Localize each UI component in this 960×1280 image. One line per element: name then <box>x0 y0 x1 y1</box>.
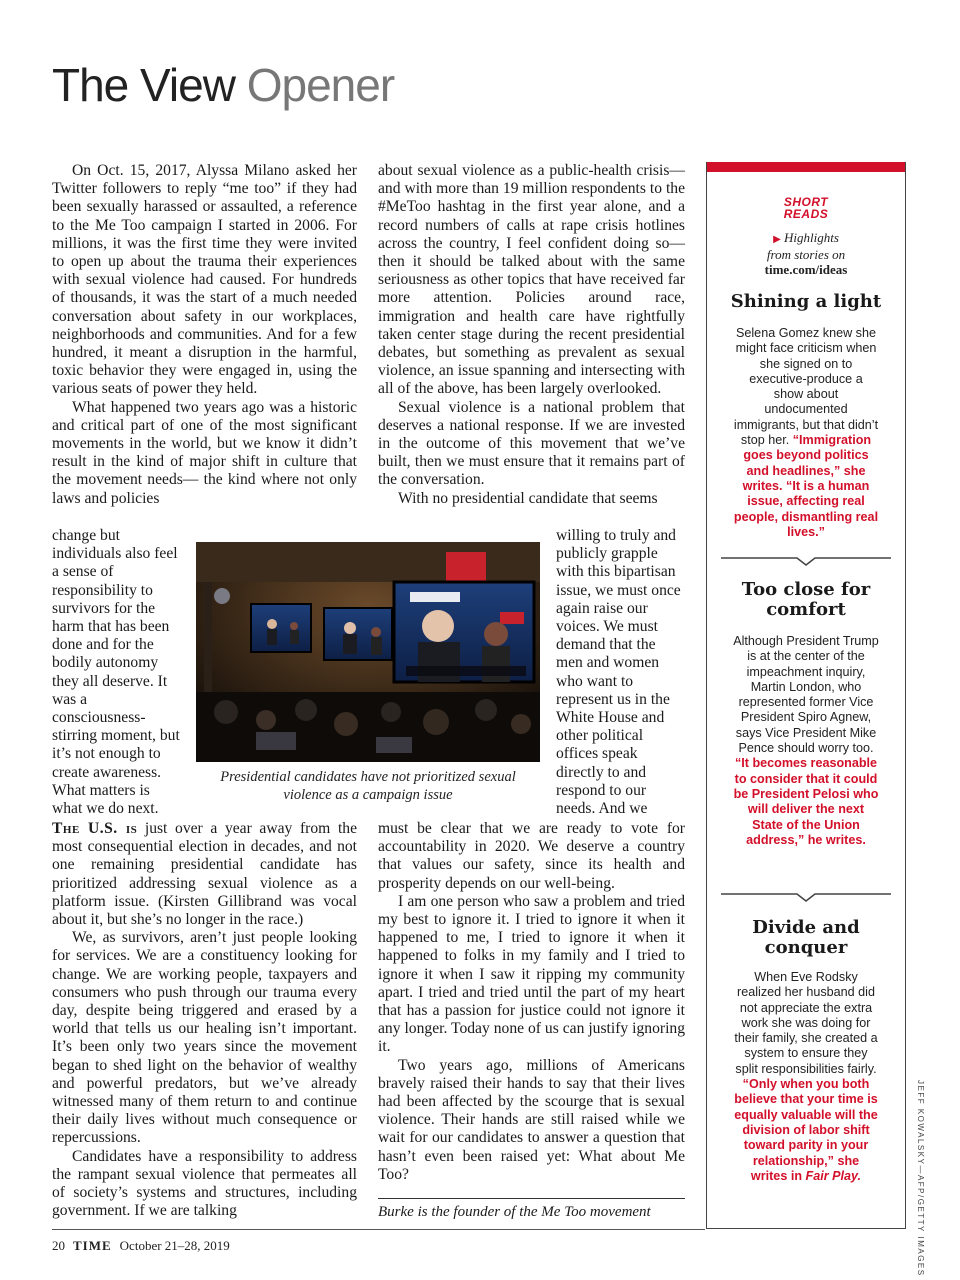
short-reads-title <box>707 196 905 220</box>
author-bio: Burke is the founder of the Me Too movement <box>378 1204 651 1220</box>
paragraph: With no presidential candidate that seems <box>398 489 658 507</box>
page-number: 20 <box>52 1238 65 1253</box>
sidebar-item-3-title: Divide and conquer <box>752 917 860 958</box>
article-column-2-bottom <box>378 820 685 1184</box>
debate-photo-illustration <box>196 542 540 762</box>
paragraph: What happened two years ago was a historic and critical part of one of the most significant movements in the world, but we know it didn’t result in the kind of major shift in culture that the movement needs— the kind where not only laws and policies <box>52 398 357 507</box>
sidebar-item-3-head <box>707 918 905 958</box>
footer-rule <box>52 1229 705 1230</box>
paragraph: Two years ago, millions of Americans bravely raised their hands to say that their lives had been affected by the scourge that is sexual violence. Their hands are still raised while we wait for our candidates to answer a question that hasn’t even been raised yet: What about Me Too? <box>378 1056 685 1183</box>
section-title-sub: Opener <box>246 59 395 111</box>
sidebar-item-3-body <box>733 970 879 1184</box>
magazine-name: TIME <box>73 1238 112 1253</box>
photo-caption: Presidential candidates have not prioritized sexual violence as a campaign issue <box>220 769 516 803</box>
paragraph: about sexual violence as a public-health crisis—and with more than 19 million respondents to the #MeToo hashtag in the first year alone, and a record numbers of calls at rape crisis hotlines across the country, I feel confident doing so—then it should be talked about with the same seriousness as other topics that have received far more attention. Policies around race, immigration and health care have rightfully taken center stage during the recent presidential debates, but something as prevalent as sexual violence, an issue spanning and intersecting with all of the above, has been largely overlooked. <box>378 162 685 398</box>
lead-in: The U.S. is <box>52 820 138 837</box>
sidebar-item-2-head <box>707 580 905 620</box>
paragraph: We, as survivors, aren’t just people looking for services. We are a constituency looking for change. We are working people, taxpayers and consumers who push through our trauma every day, despite being triggered and erased by a world that tells us our healing isn’t important. It’s been only two years since the movement began to shed light on the behavior of wealthy and powerful predators, but we’ve already witnessed many of them return to and continue their daily lives without much consequence or repercussions. <box>52 929 357 1147</box>
sidebar-item-2-text: Although President Trump is at the center of the impeachment inquiry, Martin London, who represented former Vice President Spiro Agnew, says Vice President Mike Pence should worry too. <box>733 634 879 756</box>
short-reads-subtitle <box>707 230 905 277</box>
triangle-icon: ▶ <box>773 234 781 245</box>
sidebar-item-2-body <box>733 634 879 848</box>
sidebar-item-1-quote: “Immigration goes beyond politics and headlines,” she writes. “It is a human issue, affecting real people, dismantling real lives.” <box>733 433 879 539</box>
sidebar-item-3-quote: “Only when you both believe that your time is equally valuable will the division of labor shift toward parity in your relationship,” she writes in <box>734 1077 878 1183</box>
paragraph: On Oct. 15, 2017, Alyssa Milano asked her Twitter followers to reply “me too” if they had been sexually harassed or assaulted, a reference to the Me Too campaign I started in 2006. For millions, it was the first time they were invited to open up about the trauma their experiences with sexual violence had caused. For hundreds of thousands, it was the start of a much needed conversation about safety in our workplaces, neighborhoods and communities. And for a few hundred, it meant a disruption in the harmful, toxic behavior they were engaged in, using the various seats of power they held. <box>52 162 357 398</box>
paragraph-text: just over a year away from the most consequential election in decades, and not one remaining presidential candidate has prioritized addressing sexual violence as a platform issue. (Kirsten Gillibrand was vocal about it, but she’s no longer in the race.) <box>52 820 357 929</box>
paragraph: willing to truly and publicly grapple with this bipartisan issue, we must once again raise our voices. We must demand that the men and women who want to represent us in the White House and other political offices speak directly to and respond to our needs. And we <box>556 527 681 818</box>
sidebar-item-2-title: Too close for comfort <box>741 579 871 620</box>
sidebar-item-3-book-title: Fair Play. <box>805 1168 862 1183</box>
sidebar-item-1-text: Selena Gomez knew she might face criticism when she signed on to executive-produce a show about undocumented immigrants, but that didn’t stop her. <box>733 326 879 448</box>
debate-photo <box>196 542 540 762</box>
short-reads-title-line2: READS <box>783 207 829 221</box>
section-title-main: The View <box>52 59 235 111</box>
photo-credit-text: JEFF KOWALSKY—AFP/GETTY IMAGES <box>916 1080 925 1277</box>
subtitle-line2: from stories on <box>766 247 846 262</box>
section-title <box>52 58 394 112</box>
short-reads-sidebar <box>706 162 906 1229</box>
paragraph: Candidates have a responsibility to address the rampant sexual violence that permeates all of society’s systems and structures, including government. If we are talking <box>52 1147 357 1220</box>
paragraph: I am one person who saw a problem and tried my best to ignore it. I tried to ignore it when it happened to me, I tried to ignore it when it happened to folks in my family and I tried to ignore it when I saw it ripping my community apart. I tried and tried until the part of my heart that has a passion for justice could not ignore it any longer. Today none of us can justify ignoring it. <box>378 892 685 1056</box>
sidebar-item-3-text: When Eve Rodsky realized her husband did not appreciate the extra work she was doing for their family, she created a system to ensure they split responsibilities fairly. <box>734 970 878 1076</box>
sidebar-item-1-head: Shining a light <box>730 291 882 312</box>
article-column-2-wrap <box>556 527 685 818</box>
article-column-1-wrap <box>52 527 180 818</box>
bio-divider <box>378 1198 685 1199</box>
ideas-link[interactable]: time.com/ideas <box>764 262 848 277</box>
paragraph: must be clear that we are ready to vote for accountability in 2020. We deserve a country that values our safety, since its health and prosperity depends on our well-being. <box>378 820 685 892</box>
folio <box>52 1238 230 1254</box>
paragraph: change but individuals also feel a sense of responsibility to survivors for the harm that has been done and for the bodily autonomy they all deserve. It was a consciousness-stirring moment, but it’s not enough to create awareness. What matters is what we do next. <box>52 527 180 818</box>
sidebar-item-2-quote: “It becomes reasonable to consider that it could be President Pelosi who will deliver the next State of the Union address,” he writes. <box>733 756 879 847</box>
short-reads-title-line1: SHORT <box>783 195 829 209</box>
article-column-1-top <box>52 162 357 508</box>
subtitle-line1: Highlights <box>784 230 839 245</box>
paragraph: Sexual violence is a national problem that deserves a national response. If we are invested in the outcome of this movement that we’ve built, then we must ensure that it remains part of the conversation. <box>378 398 685 489</box>
article-column-1-bottom <box>52 820 357 1220</box>
paragraph <box>52 820 357 929</box>
divider-chevron-icon <box>721 892 891 902</box>
article-column-2-top <box>378 162 685 508</box>
sidebar-item-1-body <box>733 326 879 540</box>
photo-credit <box>915 1080 929 1277</box>
sidebar-accent-bar <box>707 162 905 172</box>
divider-chevron-icon <box>721 556 891 566</box>
issue-date: October 21–28, 2019 <box>119 1238 230 1253</box>
